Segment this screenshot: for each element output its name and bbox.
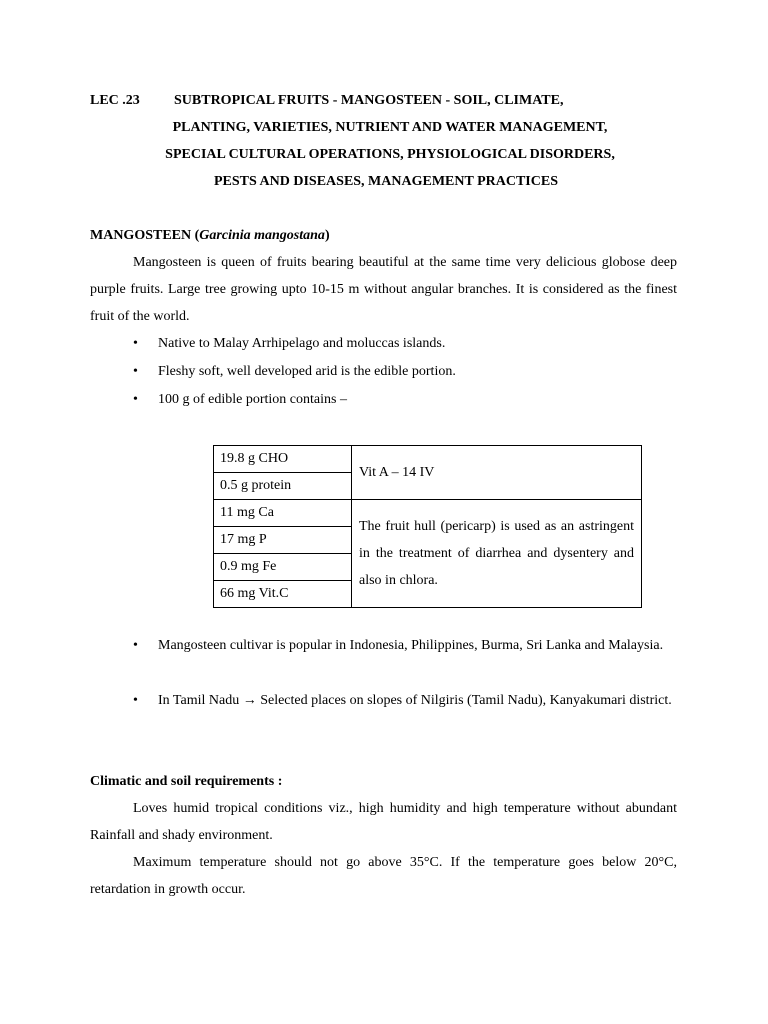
- table-cell: 11 mg Ca: [214, 500, 352, 527]
- climate-paragraph-1: Loves humid tropical conditions viz., high humidity and high temperature without abundant Rainfall and shady environment.: [90, 801, 677, 843]
- scientific-name: Garcinia mangostana: [199, 228, 325, 243]
- table-cell-vit-a: Vit A – 14 IV: [352, 446, 642, 500]
- section-heading-climate: Climatic and soil requirements :: [90, 774, 283, 789]
- list-item-text: [158, 687, 677, 714]
- table-cell: 19.8 g CHO: [214, 446, 352, 473]
- lecture-number: LEC .23: [90, 93, 140, 108]
- list-item-text: Fleshy soft, well developed arid is the edible portion.: [158, 364, 456, 379]
- section-heading-mangosteen: [90, 222, 330, 249]
- nutrient-table: [213, 445, 642, 608]
- bullet-icon: •: [133, 364, 138, 379]
- bullet-icon: •: [133, 392, 138, 407]
- title-line-1: SUBTROPICAL FRUITS - MANGOSTEEN - SOIL, CLIMATE,: [174, 93, 564, 108]
- table-cell: 17 mg P: [214, 527, 352, 554]
- bullet-icon: •: [133, 638, 138, 653]
- title-line-4: PESTS AND DISEASES, MANAGEMENT PRACTICES: [214, 174, 558, 189]
- table-cell: 0.9 mg Fe: [214, 554, 352, 581]
- arrow-icon: →: [242, 693, 257, 708]
- title-line-3: SPECIAL CULTURAL OPERATIONS, PHYSIOLOGICAL DISORDERS,: [165, 147, 615, 162]
- table-cell-hull: [352, 500, 642, 608]
- table-cell: 66 mg Vit.C: [214, 581, 352, 608]
- heading-text: MANGOSTEEN (: [90, 228, 200, 243]
- table-cell: 0.5 g protein: [214, 473, 352, 500]
- bullet-icon: •: [133, 336, 138, 351]
- title-line-2: PLANTING, VARIETIES, NUTRIENT AND WATER MANAGEMENT,: [172, 120, 608, 135]
- list-item-text: Mangosteen cultivar is popular in Indonesia, Philippines, Burma, Sri Lanka and Malaysia.: [158, 638, 664, 653]
- intro-paragraph: Mangosteen is queen of fruits bearing beautiful at the same time very delicious globose deep purple fruits. Large tree growing upto 10-15 m without angular branches. It is considered as the finest fruit of the world.: [90, 255, 677, 324]
- list-item-rest: Selected places on slopes of Nilgiris (Tamil Nadu), Kanyakumari district.: [260, 693, 672, 708]
- climate-paragraph-2: Maximum temperature should not go above 35°C. If the temperature goes below 20°C, retardation in growth occur.: [90, 855, 677, 897]
- bullet-icon: •: [133, 693, 138, 708]
- table-row: [214, 500, 642, 527]
- list-item-text: 100 g of edible portion contains –: [158, 392, 347, 407]
- list-item-text: Native to Malay Arrhipelago and moluccas islands.: [158, 336, 446, 351]
- list-item-prefix: In Tamil Nadu: [158, 693, 240, 708]
- hull-text: The fruit hull (pericarp) is used as an astringent in the treatment of diarrhea and dysentery and also in chlora.: [359, 519, 634, 588]
- table-row: [214, 446, 642, 473]
- heading-close: ): [324, 228, 330, 243]
